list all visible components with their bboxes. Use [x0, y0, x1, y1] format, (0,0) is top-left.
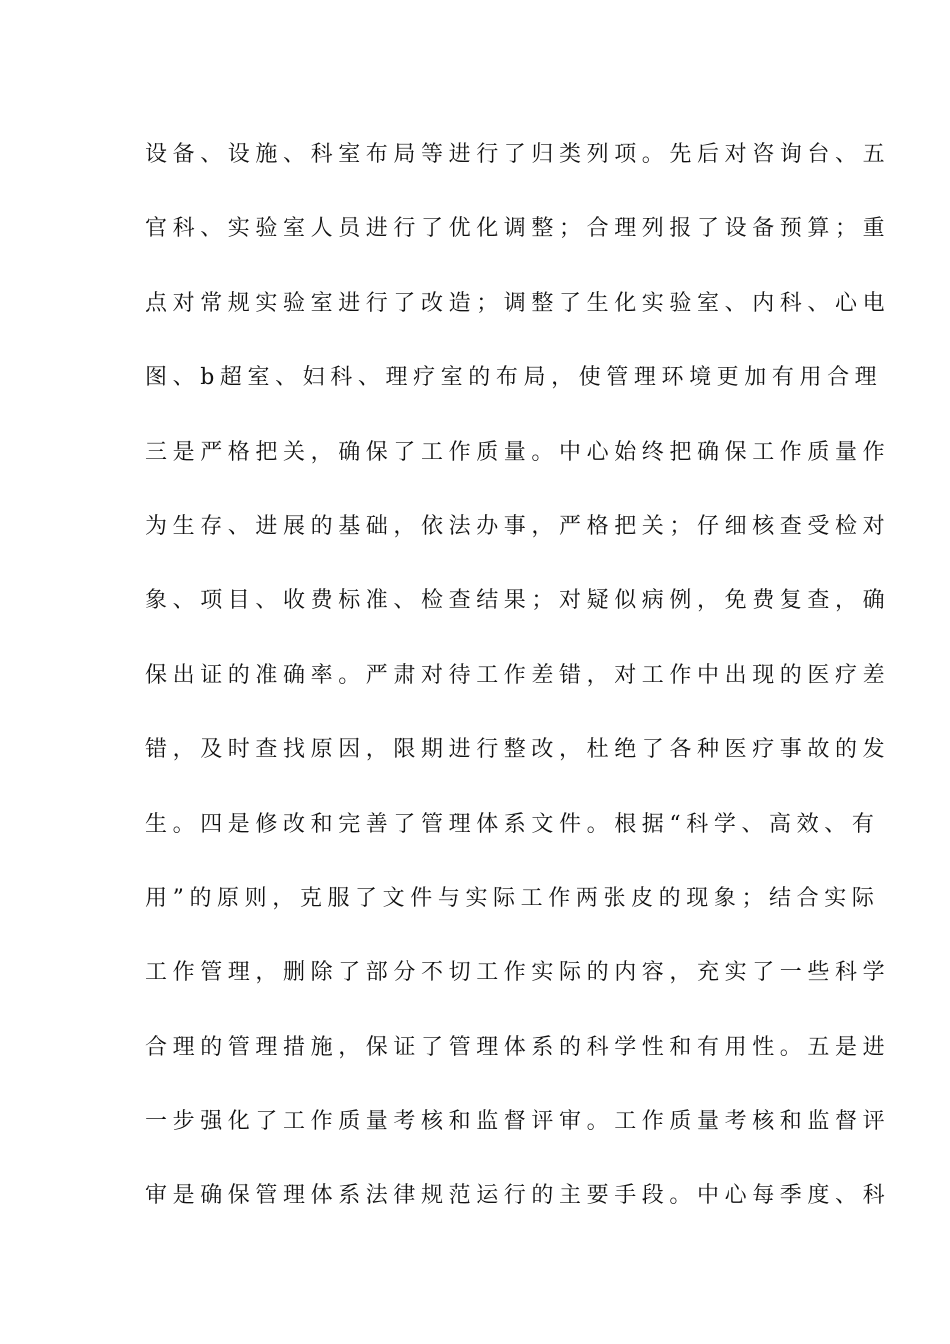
- text-line: 审是确保管理体系法律规范运行的主要手段。中心每季度、科: [145, 1183, 891, 1209]
- text-line: 一步强化了工作质量考核和监督评审。工作质量考核和监督评: [145, 1109, 891, 1135]
- text-line: 保出证的准确率。严肃对待工作差错，对工作中出现的医疗差: [145, 662, 891, 688]
- body-text: [145, 126, 891, 1242]
- text-line: 错，及时查找原因，限期进行整改，杜绝了各种医疗事故的发: [145, 737, 891, 763]
- text-line: 生。四是修改和完善了管理体系文件。根据“科学、高效、有: [145, 811, 880, 837]
- text-line: 三是严格把关，确保了工作质量。中心始终把确保工作质量作: [145, 439, 891, 465]
- text-line: 合理的管理措施，保证了管理体系的科学性和有用性。五是进: [145, 1034, 891, 1060]
- text-line: 为生存、进展的基础，依法办事，严格把关；仔细核查受检对: [145, 513, 891, 539]
- text-line: 工作管理，删除了部分不切工作实际的内容，充实了一些科学: [145, 960, 891, 986]
- text-line: 象、项目、收费标准、检查结果；对疑似病例，免费复查，确: [145, 588, 891, 614]
- text-line: 点对常规实验室进行了改造；调整了生化实验室、内科、心电: [145, 290, 891, 316]
- text-line: 图、b超室、妇科、理疗室的布局，使管理环境更加有用合理: [145, 365, 883, 391]
- text-line: 用”的原则，克服了文件与实际工作两张皮的现象；结合实际: [145, 885, 880, 911]
- text-line: 官科、实验室人员进行了优化调整；合理列报了设备预算；重: [145, 216, 891, 242]
- text-line: 设备、设施、科室布局等进行了归类列项。先后对咨询台、五: [145, 142, 891, 167]
